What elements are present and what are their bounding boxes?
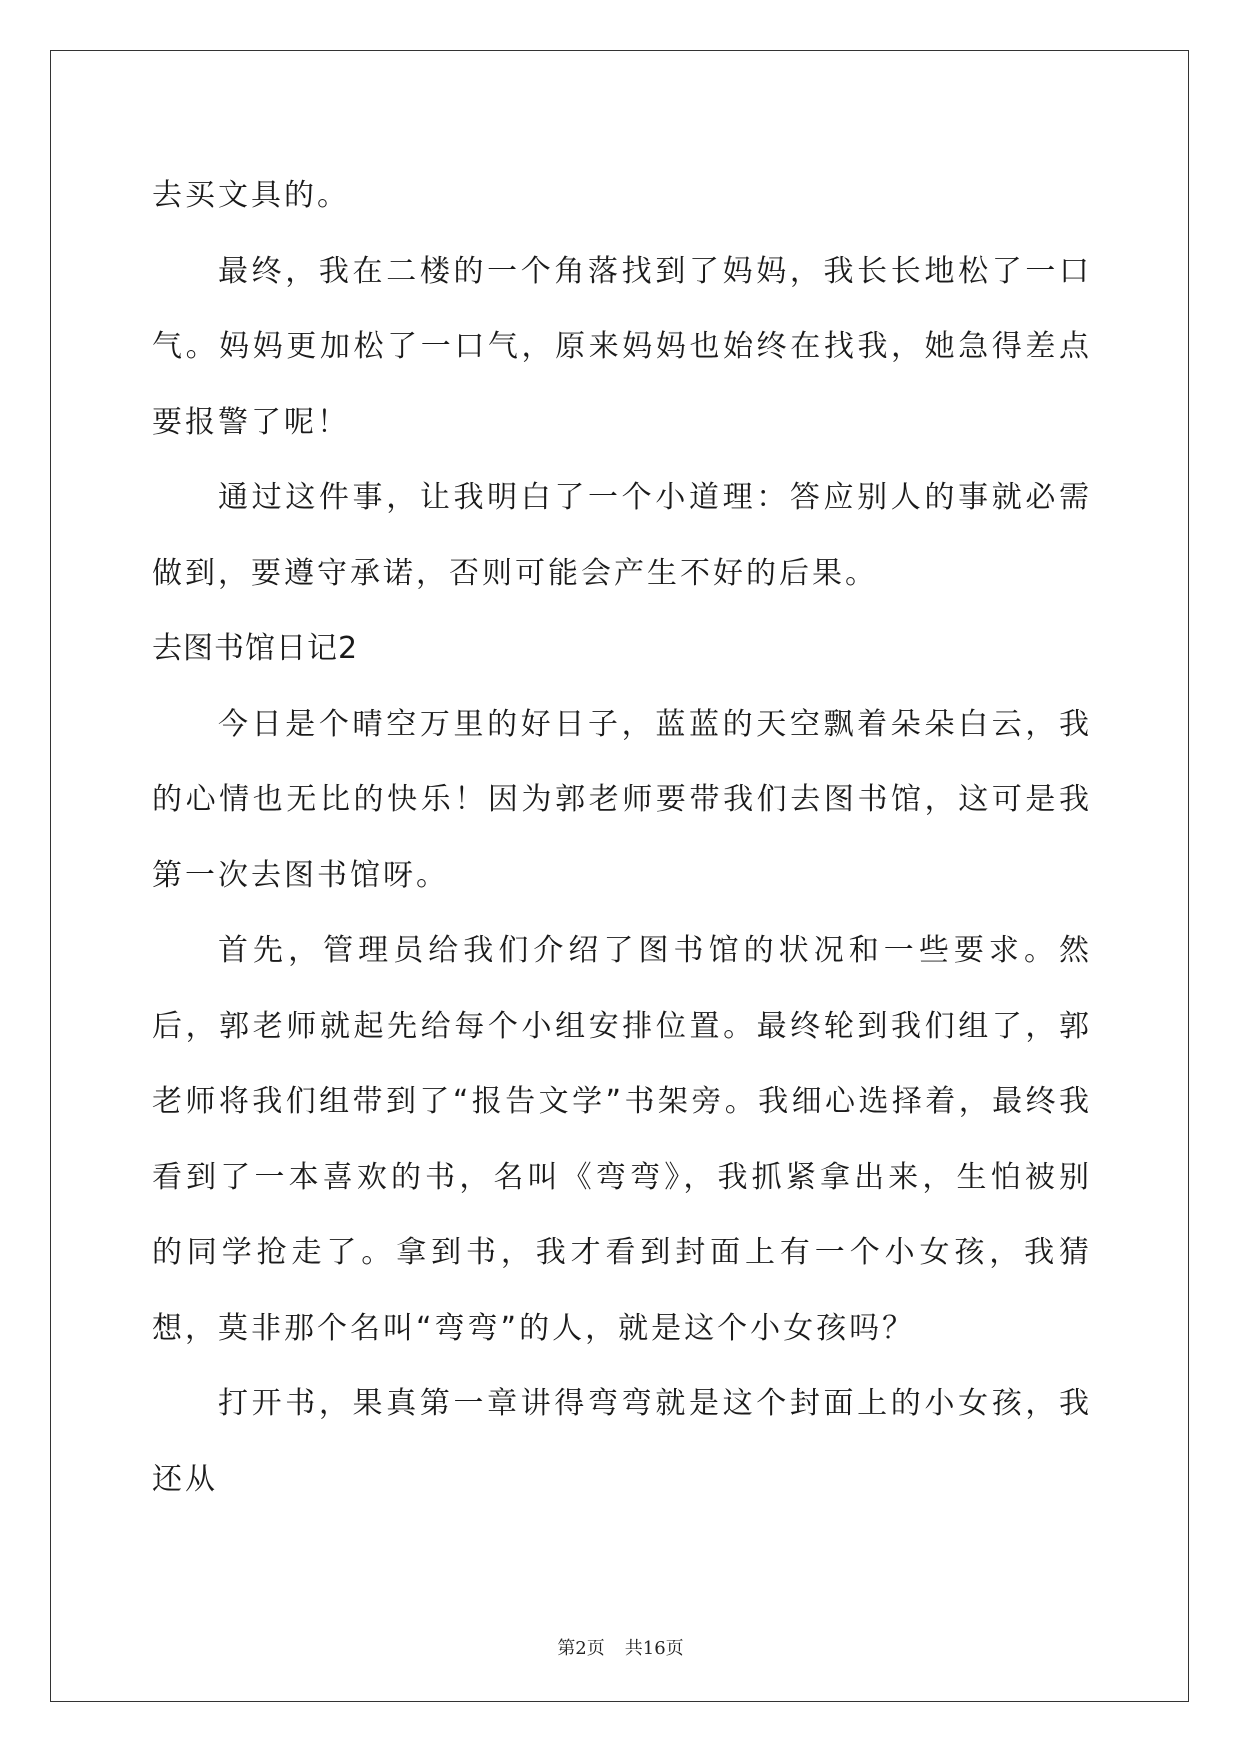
page-number: 第2页 — [557, 1638, 605, 1659]
document-body — [152, 158, 1092, 1517]
section-heading: 去图书馆日记2 — [152, 631, 359, 666]
page-total: 共16页 — [624, 1638, 684, 1659]
paragraph: 通过这件事，让我明白了一个小道理：答应别人的事就必需做到，要遵守承诺，否则可能会产生不好的后果。 — [152, 480, 1092, 591]
paragraph: 今日是个晴空万里的好日子，蓝蓝的天空飘着朵朵白云，我的心情也无比的快乐！因为郭老师要带我们去图书馆，这可是我第一次去图书馆呀。 — [152, 706, 1092, 893]
page-footer — [0, 1634, 1241, 1660]
paragraph: 去买文具的。 — [152, 178, 350, 213]
paragraph: 首先，管理员给我们介绍了图书馆的状况和一些要求。然后，郭老师就起先给每个小组安排位置。最终轮到我们组了，郭老师将我们组带到了“报告文学”书架旁。我细心选择着，最终我看到了一本喜欢的书，名叫《弯弯》，我抓紧拿出来，生怕被别的同学抢走了。拿到书，我才看到封面上有一个小女孩，我猜想，莫非那个名叫“弯弯”的人，就是这个小女孩吗？ — [152, 933, 1092, 1346]
paragraph: 最终，我在二楼的一个角落找到了妈妈，我长长地松了一口气。妈妈更加松了一口气，原来妈妈也始终在找我，她急得差点要报警了呢！ — [152, 253, 1092, 440]
paragraph: 打开书，果真第一章讲得弯弯就是这个封面上的小女孩，我还从 — [152, 1386, 1092, 1497]
